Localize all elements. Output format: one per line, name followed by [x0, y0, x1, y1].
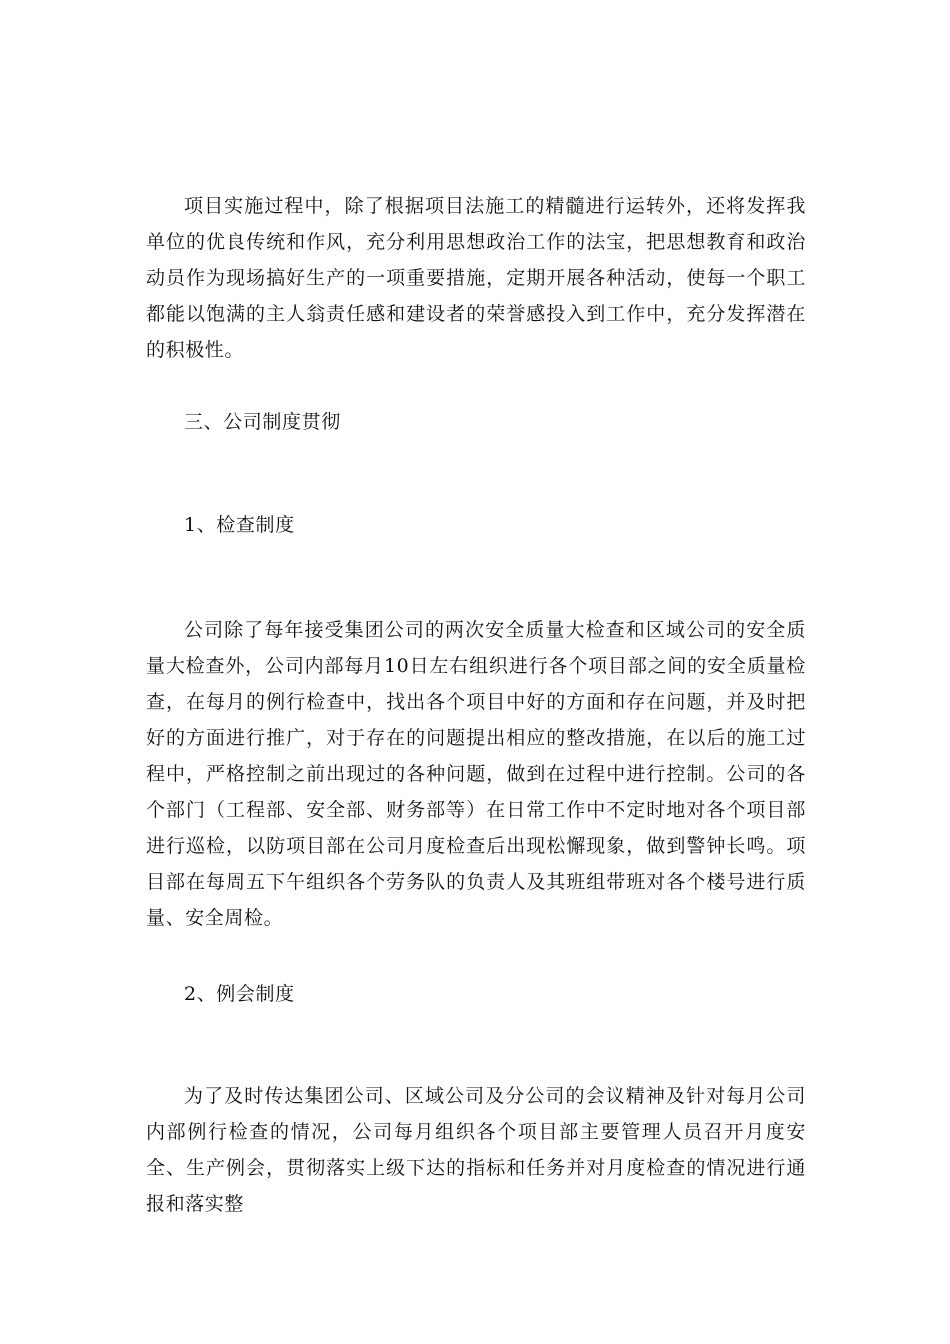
- paragraph-ideological-work: 项目实施过程中，除了根据项目法施工的精髓进行运转外，还将发挥我单位的优良传统和作风，充分利用思想政治工作的法宝，把思想教育和政治动员作为现场搞好生产的一项重要措施，定期开展各种活动，使每一个职工都能以饱满的主人翁责任感和建设者的荣誉感投入到工作中，充分发挥潜在的积极性。: [146, 195, 806, 361]
- section-heading-company-systems: 三、公司制度贯彻: [184, 411, 341, 433]
- paragraph-meeting-system: 为了及时传达集团公司、区域公司及分公司的会议精神及针对每月公司内部例行检查的情况，公司每月组织各个项目部主要管理人员召开月度安全、生产例会，贯彻落实上级下达的指标和任务并对月度检查的情况进行通报和落实整: [146, 1085, 806, 1215]
- subheading-meeting-system: 2、例会制度: [184, 983, 295, 1005]
- subheading-inspection-system: 1、检查制度: [184, 514, 295, 536]
- paragraph-inspection-system: 公司除了每年接受集团公司的两次安全质量大检查和区域公司的安全质量大检查外，公司内部每月10日左右组织进行各个项目部之间的安全质量检查，在每月的例行检查中，找出各个项目中好的方面和存在问题，并及时把好的方面进行推广，对于存在的问题提出相应的整改措施，在以后的施工过程中，严格控制之前出现过的各种问题，做到在过程中进行控制。公司的各个部门（工程部、安全部、财务部等）在日常工作中不定时地对各个项目部进行巡检，以防项目部在公司月度检查后出现松懈现象，做到警钟长鸣。项目部在每周五下午组织各个劳务队的负责人及其班组带班对各个楼号进行质量、安全周检。: [146, 619, 806, 929]
